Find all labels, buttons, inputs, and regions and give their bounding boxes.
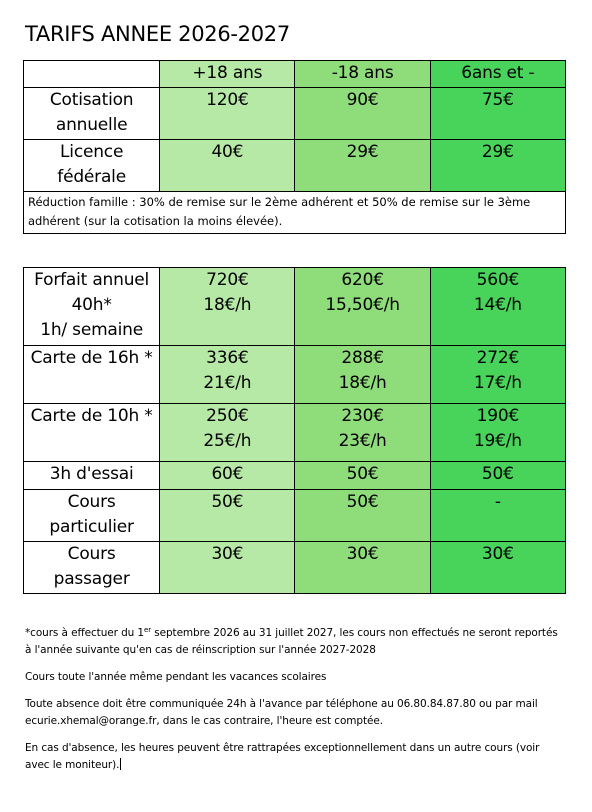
price-cell: 720€ 18€/h <box>160 268 295 346</box>
table-header-row <box>24 61 566 88</box>
price-cell: 230€ 23€/h <box>295 404 430 462</box>
table-row <box>24 404 566 462</box>
price-cell: 60€ <box>160 462 295 490</box>
row-label: Carte de 10h * <box>24 404 160 462</box>
note-catch-up: En cas d'absence, les heures peuvent être rattrapées exceptionnellement dans un autre cours (voir avec le moniteur). <box>25 742 540 771</box>
price-cell: 288€ 18€/h <box>295 346 430 404</box>
price-cell: 560€ 14€/h <box>430 268 565 346</box>
row-label: Cotisation annuelle <box>24 88 160 140</box>
row-label: Carte de 16h * <box>24 346 160 404</box>
price-cell: 30€ <box>295 542 430 594</box>
footer-notes <box>25 625 565 784</box>
table-row <box>24 462 566 490</box>
table-row <box>24 490 566 542</box>
price-cell: 120€ <box>160 88 295 140</box>
price-cell: 50€ <box>295 462 430 490</box>
price-cell: 30€ <box>160 542 295 594</box>
family-discount-note: Réduction famille : 30% de remise sur le 2ème adhérent et 50% de remise sur le 3ème adhérent (sur la cotisation la moins élevée). <box>24 192 566 234</box>
price-cell: 190€ 19€/h <box>430 404 565 462</box>
note-absence-notice: Toute absence doit être communiquée 24h à l'avance par téléphone au 06.80.84.87.80 ou par mail ecurie.xhemal@orange.fr, dans le cas contraire, l'heure est comptée. <box>25 698 538 727</box>
price-cell: 30€ <box>430 542 565 594</box>
page-title: TARIFS ANNEE 2026-2027 <box>25 22 290 46</box>
membership-fees-table <box>23 60 566 234</box>
price-cell: 250€ 25€/h <box>160 404 295 462</box>
row-label: Forfait annuel 40h* 1h/ semaine <box>24 268 160 346</box>
price-cell: 90€ <box>295 88 430 140</box>
price-cell: 336€ 21€/h <box>160 346 295 404</box>
header-minor: -18 ans <box>295 61 430 88</box>
price-cell: 75€ <box>430 88 565 140</box>
price-cell: 50€ <box>430 462 565 490</box>
price-cell: 29€ <box>295 140 430 192</box>
lesson-packages-table <box>23 267 566 594</box>
row-label: Cours particulier <box>24 490 160 542</box>
price-cell: 40€ <box>160 140 295 192</box>
price-cell: 29€ <box>430 140 565 192</box>
table-row <box>24 268 566 346</box>
price-cell: - <box>430 490 565 542</box>
text-cursor <box>120 758 121 770</box>
price-cell: 50€ <box>160 490 295 542</box>
note-row <box>24 192 566 234</box>
row-label: 3h d'essai <box>24 462 160 490</box>
row-label: Licence fédérale <box>24 140 160 192</box>
table-row <box>24 346 566 404</box>
table-row <box>24 140 566 192</box>
header-adult: +18 ans <box>160 61 295 88</box>
price-cell: 620€ 15,50€/h <box>295 268 430 346</box>
price-cell: 272€ 17€/h <box>430 346 565 404</box>
header-empty-cell <box>24 61 160 88</box>
row-label: Cours passager <box>24 542 160 594</box>
table-row <box>24 542 566 594</box>
table-row <box>24 88 566 140</box>
note-holidays: Cours toute l'année même pendant les vacances scolaires <box>25 671 327 683</box>
note-schedule: *cours à effectuer du 1er septembre 2026 au 31 juillet 2027, les cours non effectués ne seront reportés à l'année suivante qu'en cas de réinscription sur l'année 2027-2028 <box>25 626 558 656</box>
header-child: 6ans et - <box>430 61 565 88</box>
price-cell: 50€ <box>295 490 430 542</box>
